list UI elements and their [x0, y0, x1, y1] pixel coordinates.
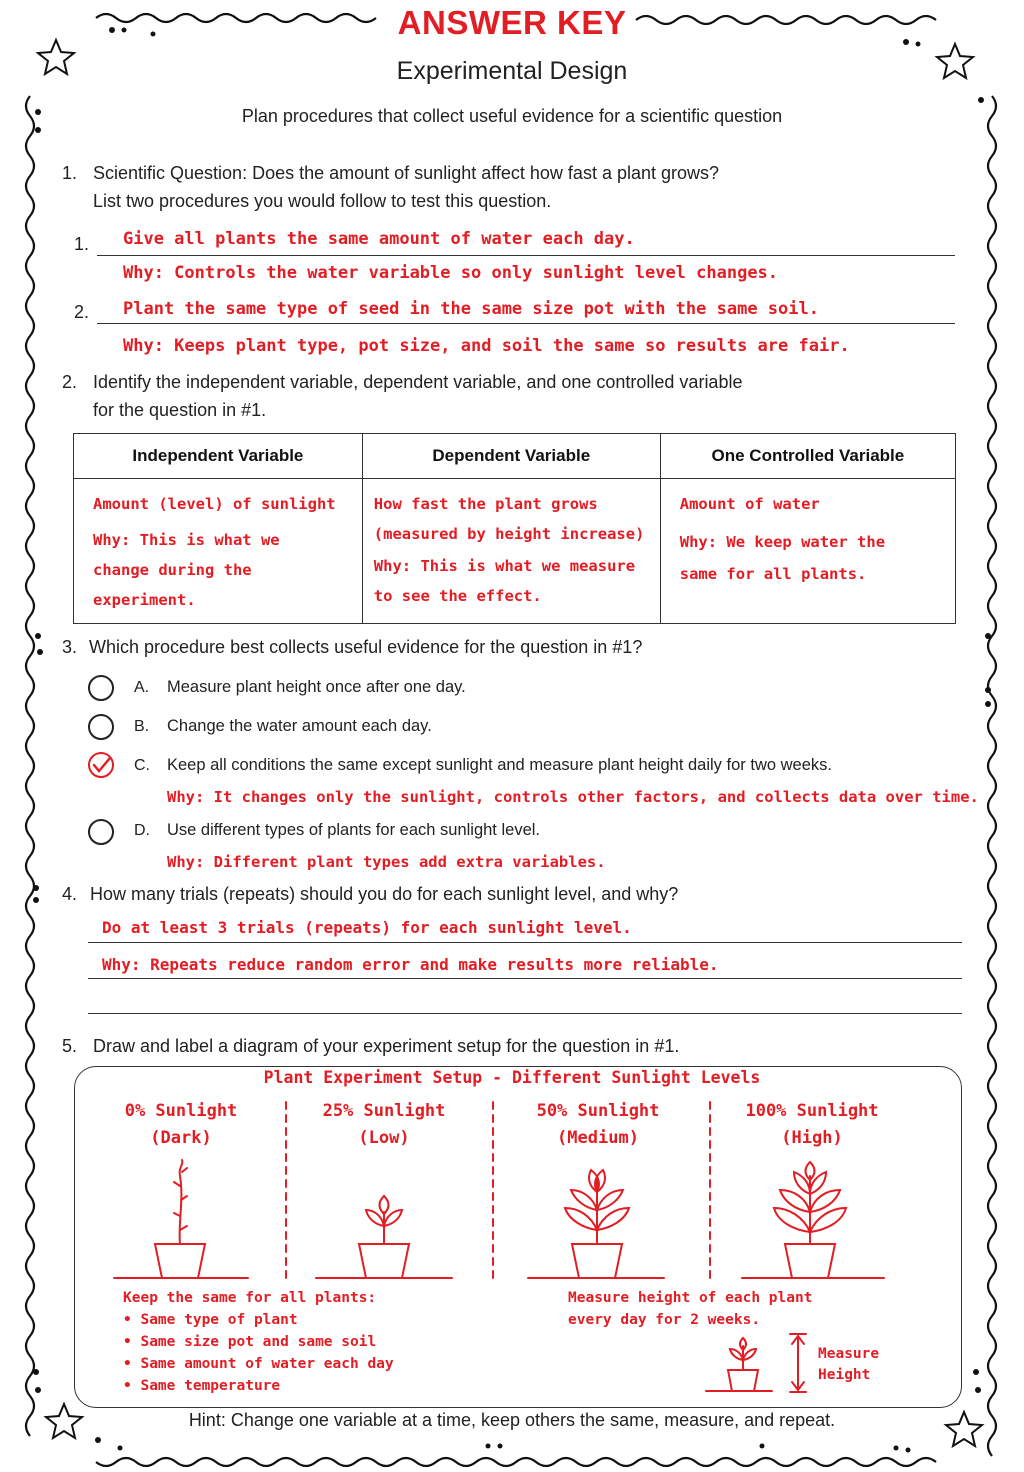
diagram-title-text: Plant Experiment Setup - Different Sunlight Levels	[258, 1068, 767, 1087]
sunlight-label: (Medium)	[557, 1128, 639, 1148]
option-why: Why: Different plant types add extra variables.	[167, 853, 606, 871]
plant-icon	[174, 1160, 187, 1244]
cell-line: How fast the plant grows	[373, 495, 598, 513]
height-label: Height	[818, 1367, 871, 1383]
question-number: 4.	[62, 884, 78, 904]
sunlight-label: (Low)	[358, 1128, 410, 1148]
pot-icon	[785, 1244, 835, 1278]
table-header: One Controlled Variable	[660, 434, 955, 479]
question-number: 5.	[62, 1036, 78, 1056]
question-number: 2.	[62, 372, 78, 392]
pot-icon	[155, 1244, 205, 1278]
cell-line: Amount of water	[679, 495, 820, 513]
question-text: Scientific Question: Does the amount of sunlight affect how fast a plant grows?	[93, 163, 720, 183]
option-text: Change the water amount each day.	[167, 717, 432, 735]
sunlight-label: (Dark)	[150, 1128, 212, 1148]
same-item: Same type of plant	[140, 1312, 298, 1328]
measure-note-line2: every day for 2 weeks.	[568, 1312, 761, 1328]
cell-line: Why: We keep water the	[679, 533, 886, 551]
option-letter: A.	[134, 679, 150, 696]
list-item: • Same type of plant	[123, 1312, 298, 1328]
pot-icon	[359, 1244, 409, 1278]
question-number: 1.	[62, 163, 78, 183]
question-text: Which procedure best collects useful evidence for the question in #1?	[89, 637, 643, 657]
cell-line: Why: This is what we	[93, 531, 280, 549]
table-header: Independent Variable	[74, 434, 363, 479]
procedure-number: 2.	[74, 302, 90, 322]
sunlight-label: (High)	[781, 1128, 843, 1148]
sunlight-percent: 0% Sunlight	[124, 1101, 238, 1121]
hint-text: Hint: Change one variable at a time, keep others the same, measure, and repeat.	[188, 1410, 836, 1430]
cell-line: to see the effect.	[373, 587, 542, 605]
page-tagline: Plan procedures that collect useful evidence for a scientific question	[241, 106, 783, 126]
table-header: Dependent Variable	[362, 434, 660, 479]
procedure-number: 1.	[74, 234, 90, 254]
same-item: Same amount of water each day	[140, 1356, 394, 1372]
question-text: Identify the independent variable, dependent variable, and one controlled variable	[93, 372, 743, 392]
option-letter: C.	[134, 757, 150, 774]
cell-line: experiment.	[93, 591, 196, 609]
option-letter: B.	[134, 718, 150, 735]
cell-line: same for all plants.	[679, 565, 867, 583]
question-text: List two procedures you would follow to test this question.	[93, 191, 552, 211]
plant-icon	[565, 1170, 629, 1244]
option-text: Keep all conditions the same except sunlight and measure plant height daily for two weeks.	[167, 756, 832, 774]
procedure-answer: Give all plants the same amount of water each day.	[123, 229, 635, 249]
pot-icon	[572, 1244, 622, 1278]
procedure-answer: Plant the same type of seed in the same size pot with the same soil.	[123, 299, 819, 319]
measure-arrow-icon	[790, 1334, 806, 1392]
measure-label: Measure	[818, 1346, 880, 1362]
plant-icon	[774, 1162, 846, 1244]
sunlight-percent: 50% Sunlight	[536, 1101, 660, 1121]
list-item: • Same amount of water each day	[123, 1356, 394, 1372]
sunlight-percent: 100% Sunlight	[745, 1101, 879, 1121]
list-item: • Same size pot and same soil	[123, 1334, 377, 1350]
same-list	[123, 1309, 394, 1397]
page-subtitle: Experimental Design	[396, 57, 628, 85]
cell-line: change during the	[93, 561, 252, 579]
trials-why: Why: Repeats reduce random error and make results more reliable.	[102, 955, 719, 974]
question-number: 3.	[62, 637, 78, 657]
option-text: Measure plant height once after one day.	[167, 678, 466, 696]
question-text: Draw and label a diagram of your experiment setup for the question in #1.	[93, 1036, 680, 1056]
question-text: for the question in #1.	[93, 400, 267, 420]
same-item: Same size pot and same soil	[140, 1334, 377, 1350]
cell-line: Amount (level) of sunlight	[93, 495, 336, 513]
plant-icon	[706, 1338, 772, 1391]
procedure-why: Why: Controls the water variable so only sunlight level changes.	[123, 263, 779, 283]
option-text: Use different types of plants for each sunlight level.	[167, 821, 540, 839]
option-why: Why: It changes only the sunlight, controls other factors, and collects data over time.	[167, 788, 979, 806]
trials-answer: Do at least 3 trials (repeats) for each sunlight level.	[102, 918, 632, 937]
page-title: ANSWER KEY	[397, 4, 627, 41]
plant-icon	[366, 1196, 402, 1244]
question-text: How many trials (repeats) should you do for each sunlight level, and why?	[90, 884, 679, 904]
measure-note-line1: Measure height of each plant	[568, 1290, 813, 1306]
option-letter: D.	[134, 822, 150, 839]
same-item: Same temperature	[140, 1378, 281, 1394]
procedure-why: Why: Keeps plant type, pot size, and soil the same so results are fair.	[123, 336, 850, 356]
cell-line: (measured by height increase)	[373, 525, 645, 543]
list-item: • Same temperature	[123, 1378, 281, 1394]
same-heading: Keep the same for all plants:	[123, 1290, 377, 1306]
cell-line: Why: This is what we measure	[373, 557, 636, 575]
sunlight-percent: 25% Sunlight	[322, 1101, 446, 1121]
